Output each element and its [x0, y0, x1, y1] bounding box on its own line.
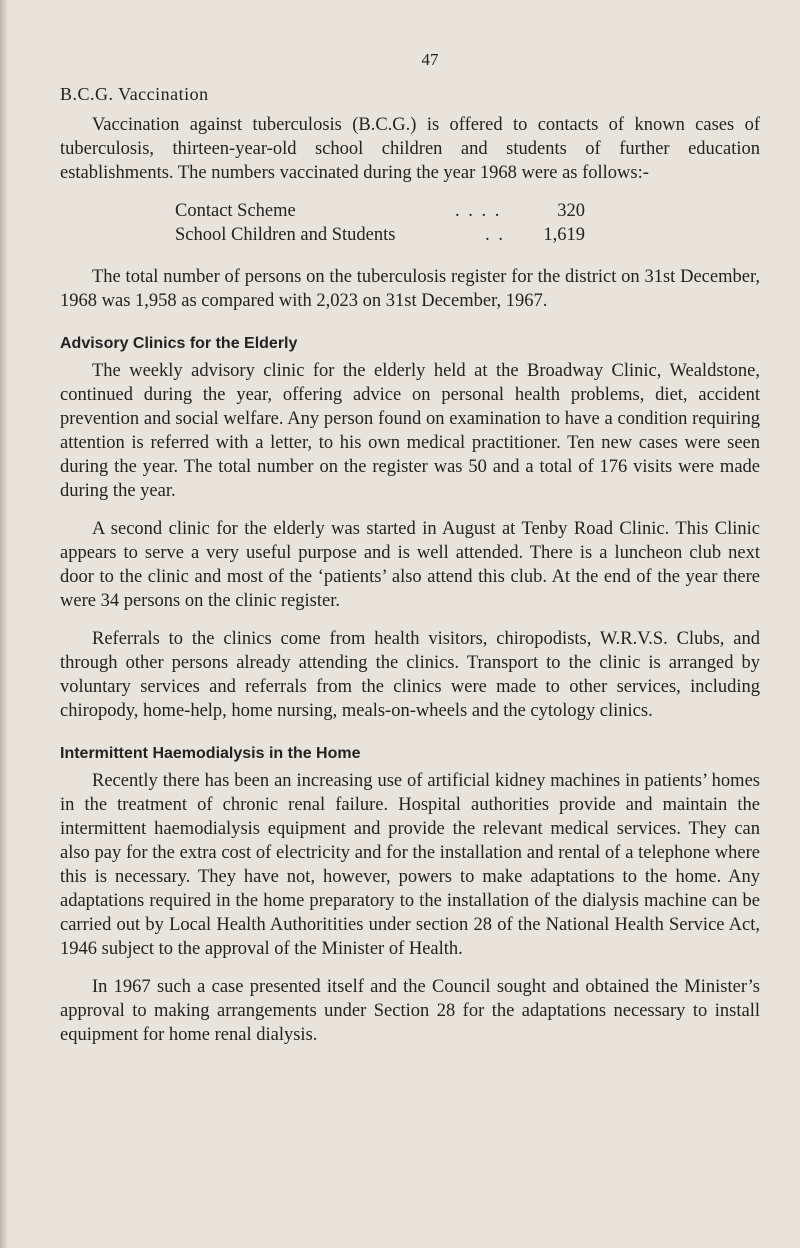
stat-value: 320	[557, 201, 585, 221]
bcg-heading: B.C.G. Vaccination	[60, 84, 209, 104]
stat-leader-dots: . .	[485, 225, 505, 245]
section-haemodialysis	[60, 745, 760, 1047]
tb-register-paragraph: The total number of persons on the tuberculosis register for the district on 31st December, 1968 was 1,958 as compared with 2,023 on 31st December, 1967.	[60, 267, 760, 311]
haemodialysis-heading: Intermittent Haemodialysis in the Home	[60, 745, 361, 762]
haemodialysis-paragraph-2: In 1967 such a case presented itself and the Council sought and obtained the Minister’s approval to making arrangements under Section 28 for the adaptations necessary to install equipment for home renal dialysis.	[60, 977, 760, 1045]
stat-row-contact	[60, 199, 760, 223]
page-number: 47	[421, 50, 439, 69]
elderly-paragraph-1: The weekly advisory clinic for the elderly held at the Broadway Clinic, Wealdstone, continued during the year, offering advice on personal health problems, diet, accident prevention and social welfare. Any person found on examination to have a condition requiring attention is referred with a letter, to his own medical practitioner. Ten new cases were seen during the year. The total number on the register was 50 and a total of 176 visits were made during the year.	[60, 361, 760, 501]
elderly-paragraph-3: Referrals to the clinics come from health visitors, chiropodists, W.R.V.S. Clubs, and through other persons already attending the clinics. Transport to the clinic is arranged by voluntary services and referrals from the clinics were made to other services, including chiropody, home-help, home nursing, meals-on-wheels and the cytology clinics.	[60, 629, 760, 721]
elderly-paragraph-2: A second clinic for the elderly was started in August at Tenby Road Clinic. This Clinic appears to serve a very useful purpose and is well attended. There is a luncheon club next door to the clinic and most of the ‘patients’ also attend this club. At the end of the year there were 34 persons on the clinic register.	[60, 519, 760, 611]
section-bcg-vaccination	[60, 84, 760, 313]
document-page	[60, 50, 760, 1061]
bcg-intro-paragraph: Vaccination against tuberculosis (B.C.G.) is offered to contacts of known cases of tuberculosis, thirteen-year-old school children and students of further education establishments. The numbers vaccinated during the year 1968 were as follows:-	[60, 115, 760, 183]
page-edge-shadow	[0, 0, 8, 1248]
elderly-heading: Advisory Clinics for the Elderly	[60, 335, 298, 352]
stat-label: School Children and Students	[175, 225, 396, 245]
stat-value: 1,619	[543, 225, 585, 245]
stat-label: Contact Scheme	[175, 201, 296, 221]
stat-row-school	[60, 223, 760, 247]
section-elderly-clinics	[60, 335, 760, 723]
stat-leader-dots: . . . .	[455, 201, 502, 221]
haemodialysis-paragraph-1: Recently there has been an increasing use of artificial kidney machines in patients’ homes in the treatment of chronic renal failure. Hospital authorities provide and maintain the intermittent haemodialysis equipment and provide the relevant medical services. They can also pay for the extra cost of electricity and for the installation and rental of a telephone where this is necessary. They have not, however, powers to make adaptations to the home. Any adaptations required in the home preparatory to the installation of the dialysis machine can be carried out by Local Health Authoritities under section 28 of the National Health Service Act, 1946 subject to the approval of the Minister of Health.	[60, 771, 760, 959]
vaccination-figures	[60, 199, 760, 247]
